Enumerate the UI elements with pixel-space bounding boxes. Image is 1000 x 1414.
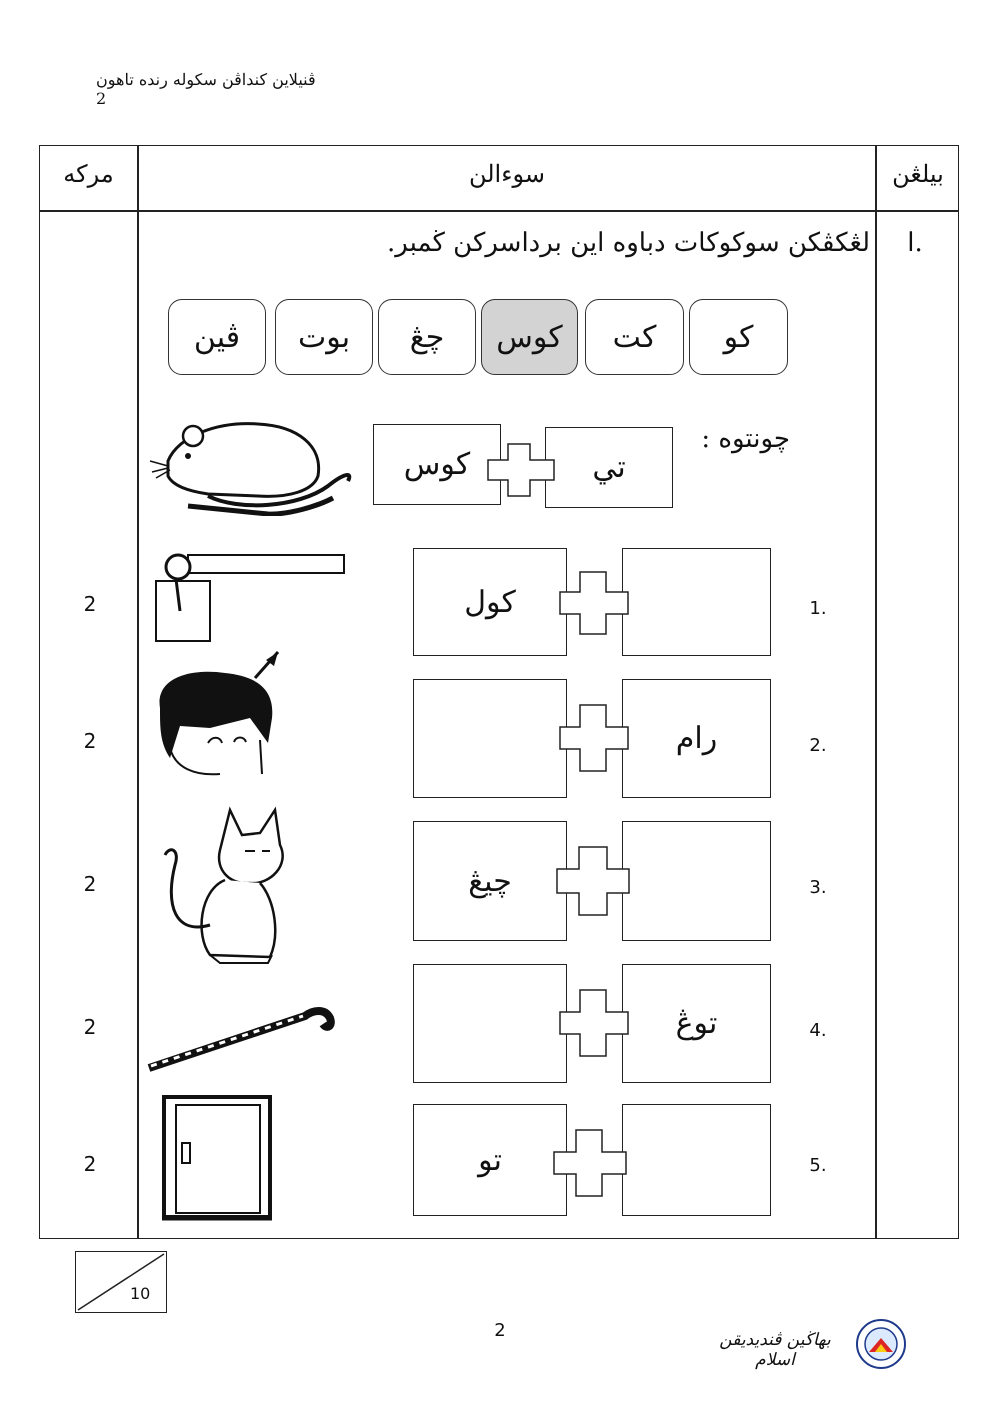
table-header-divider — [39, 210, 959, 212]
worksheet-title: ڤنيلاين كنداڤن سكوله رنده تاهون 2 — [96, 70, 316, 108]
answer-box-right[interactable] — [622, 548, 771, 656]
question-marks: 2 — [83, 592, 97, 616]
ministry-logo-icon — [855, 1318, 907, 1370]
answer-box-right[interactable] — [622, 821, 771, 941]
question-marks: 2 — [83, 1152, 97, 1176]
word-option[interactable]: بوت — [275, 299, 373, 375]
hoe-picture — [150, 553, 350, 645]
question-number: 4. — [809, 1020, 827, 1041]
answer-box-left[interactable] — [413, 679, 567, 798]
rat-picture — [148, 416, 354, 516]
plus-icon — [486, 442, 558, 498]
table-divider-marks — [137, 145, 139, 1239]
word-option[interactable]: ڤين — [168, 299, 266, 375]
word-option-selected[interactable]: كوس — [481, 299, 578, 375]
walking-stick-picture — [145, 1000, 335, 1075]
answer-box-left: كول — [413, 548, 567, 656]
question-number: 5. — [809, 1155, 827, 1176]
plus-icon — [555, 845, 631, 917]
answer-box-left: تو — [413, 1104, 567, 1216]
door-picture — [160, 1093, 275, 1223]
instruction-text: لڠكڤكن سوكوكات دباوه اين برداسركن ڬمبر. — [387, 228, 870, 258]
plus-icon — [558, 570, 630, 636]
plus-icon — [558, 703, 630, 773]
table-divider-number — [875, 145, 877, 1239]
page-number: 2 — [494, 1320, 506, 1341]
header-marks: مركه — [63, 160, 114, 188]
plus-icon — [558, 988, 630, 1058]
answer-box-left: چيڠ — [413, 821, 567, 941]
section-number: ا. — [907, 228, 923, 258]
question-marks: 2 — [83, 1015, 97, 1039]
hair-picture — [150, 648, 285, 778]
score-total: 10 — [130, 1284, 151, 1303]
word-option[interactable]: كت — [585, 299, 684, 375]
word-option[interactable]: كو — [689, 299, 788, 375]
score-box — [75, 1251, 167, 1313]
question-marks: 2 — [83, 872, 97, 896]
question-marks: 2 — [83, 729, 97, 753]
header-number: بيلڠن — [892, 160, 944, 188]
example-label: چونتوه : — [701, 424, 790, 454]
example-left-box: كوس — [373, 424, 501, 505]
question-number: 3. — [809, 877, 827, 898]
answer-box-right[interactable] — [622, 1104, 771, 1216]
answer-box-left[interactable] — [413, 964, 567, 1083]
header-question: سوءالن — [468, 160, 546, 188]
department-text: بهاڬين ڤنديديقن اسلام — [719, 1330, 831, 1370]
answer-box-right: رام — [622, 679, 771, 798]
word-option[interactable]: چڠ — [378, 299, 476, 375]
question-number: 2. — [809, 735, 827, 756]
cat-picture — [150, 805, 300, 965]
answer-box-right: توڠ — [622, 964, 771, 1083]
question-number: 1. — [809, 598, 827, 619]
example-right-box: تي — [545, 427, 673, 508]
plus-icon — [552, 1128, 628, 1198]
